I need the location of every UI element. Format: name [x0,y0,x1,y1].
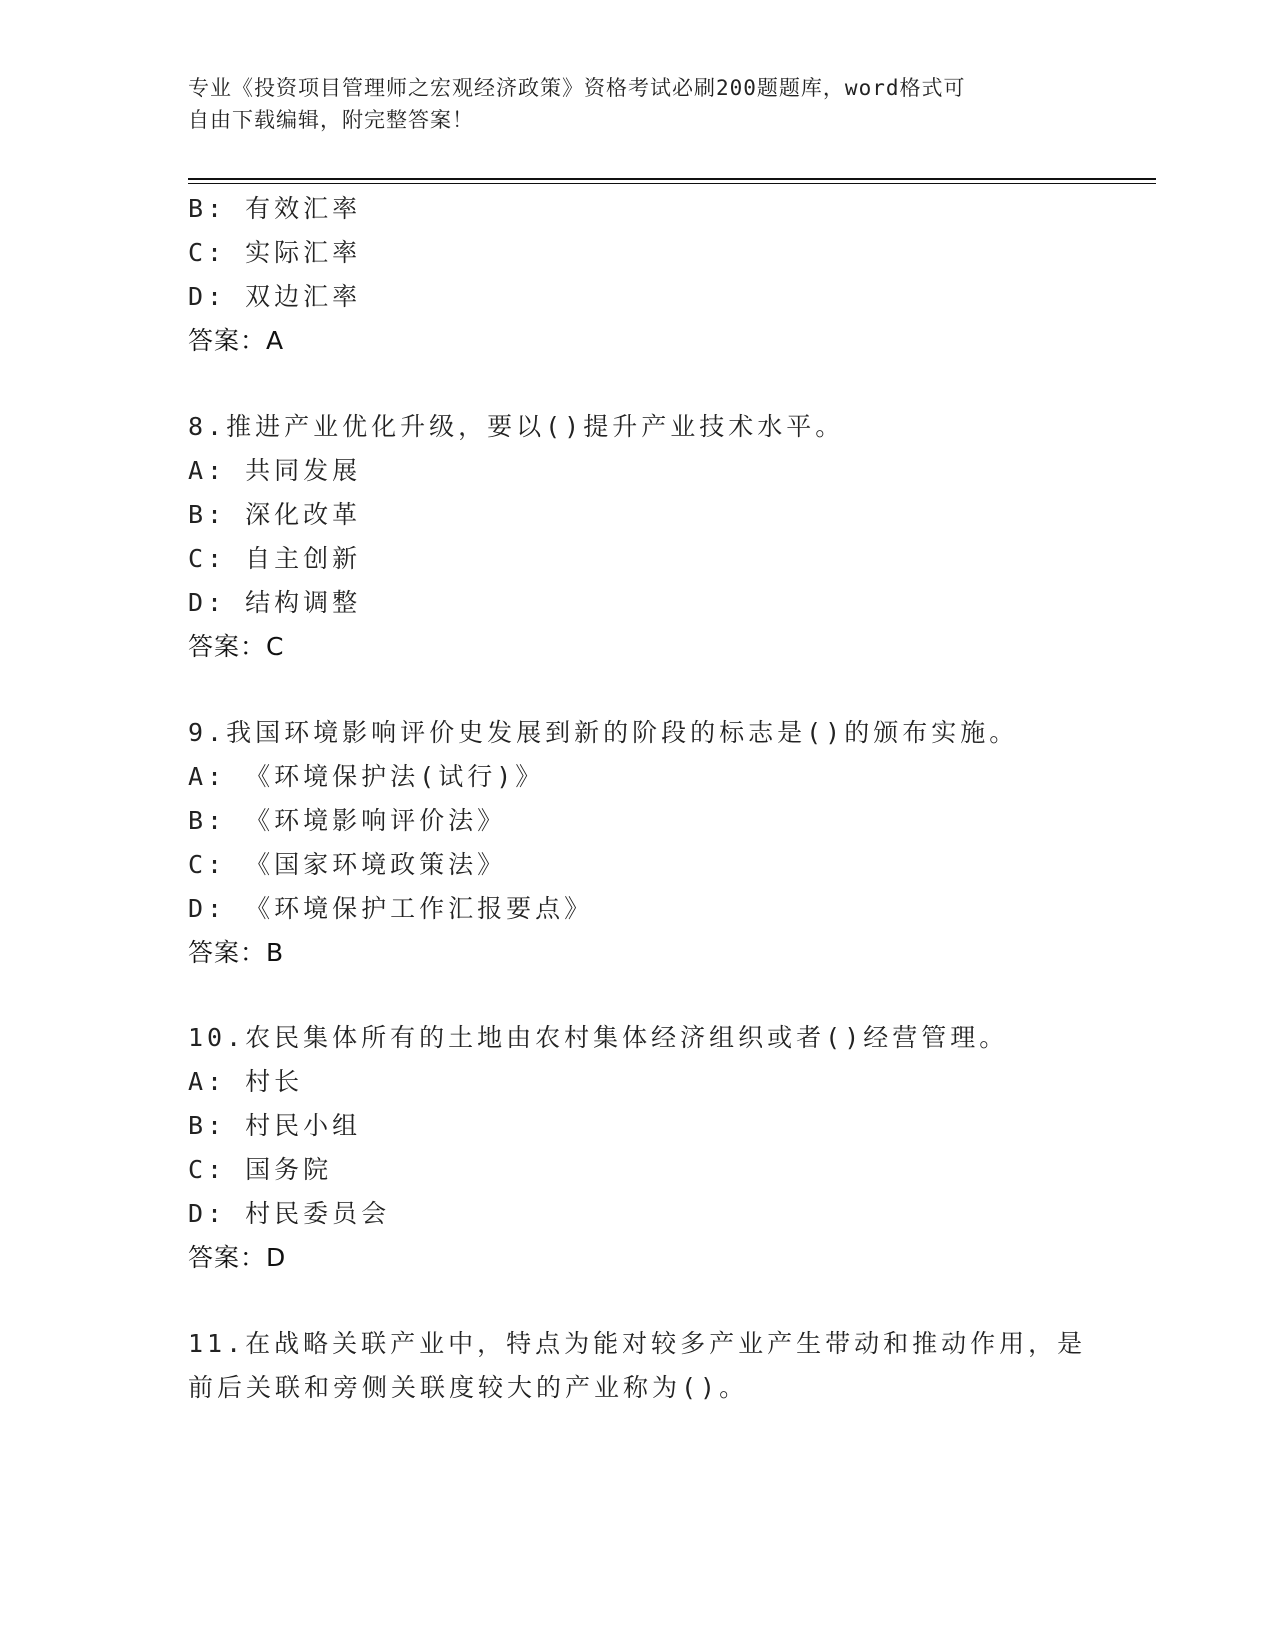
q8-option-c: C: 自主创新 [188,544,362,573]
q8-option-b: B: 深化改革 [188,500,362,529]
q10-option-a: A: 村长 [188,1067,304,1096]
q8-question: 8.推进产业优化升级，要以()提升产业技术水平。 [188,412,845,441]
q9-answer: 答案：B [188,938,285,967]
header-line-1: 专业《投资项目管理师之宏观经济政策》资格考试必刷200题题库，word格式可 [188,76,966,100]
q8-option-a: A: 共同发展 [188,456,362,485]
q9-option-a: A: 《环境保护法(试行)》 [188,762,545,791]
q10-question: 10.农民集体所有的土地由农村集体经济组织或者()经营管理。 [188,1023,1009,1052]
header-rule-thin [188,183,1156,184]
q7-option-d: D: 双边汇率 [188,282,362,311]
header-rule-thick [188,178,1156,180]
q10-option-b: B: 村民小组 [188,1111,362,1140]
q9-option-b: B: 《环境影响评价法》 [188,806,507,835]
q10-option-d: D: 村民委员会 [188,1199,391,1228]
q9-question: 9.我国环境影响评价史发展到新的阶段的标志是()的颁布实施。 [188,718,1019,747]
q10-option-c: C: 国务院 [188,1155,333,1184]
q11-question-line-1: 11.在战略关联产业中，特点为能对较多产业产生带动和推动作用，是 [188,1329,1087,1358]
q10-answer: 答案：D [188,1243,287,1272]
q9-option-d: D: 《环境保护工作汇报要点》 [188,894,594,923]
document-header [188,72,1088,136]
q8-answer: 答案：C [188,632,285,661]
q8-option-d: D: 结构调整 [188,588,362,617]
header-line-2: 自由下载编辑，附完整答案！ [188,108,474,132]
q7-answer: 答案：A [188,326,285,355]
q7-option-c: C: 实际汇率 [188,238,362,267]
q9-option-c: C: 《国家环境政策法》 [188,850,507,879]
q11-question-line-2: 前后关联和旁侧关联度较大的产业称为()。 [188,1373,749,1402]
q7-option-b: B: 有效汇率 [188,194,362,223]
